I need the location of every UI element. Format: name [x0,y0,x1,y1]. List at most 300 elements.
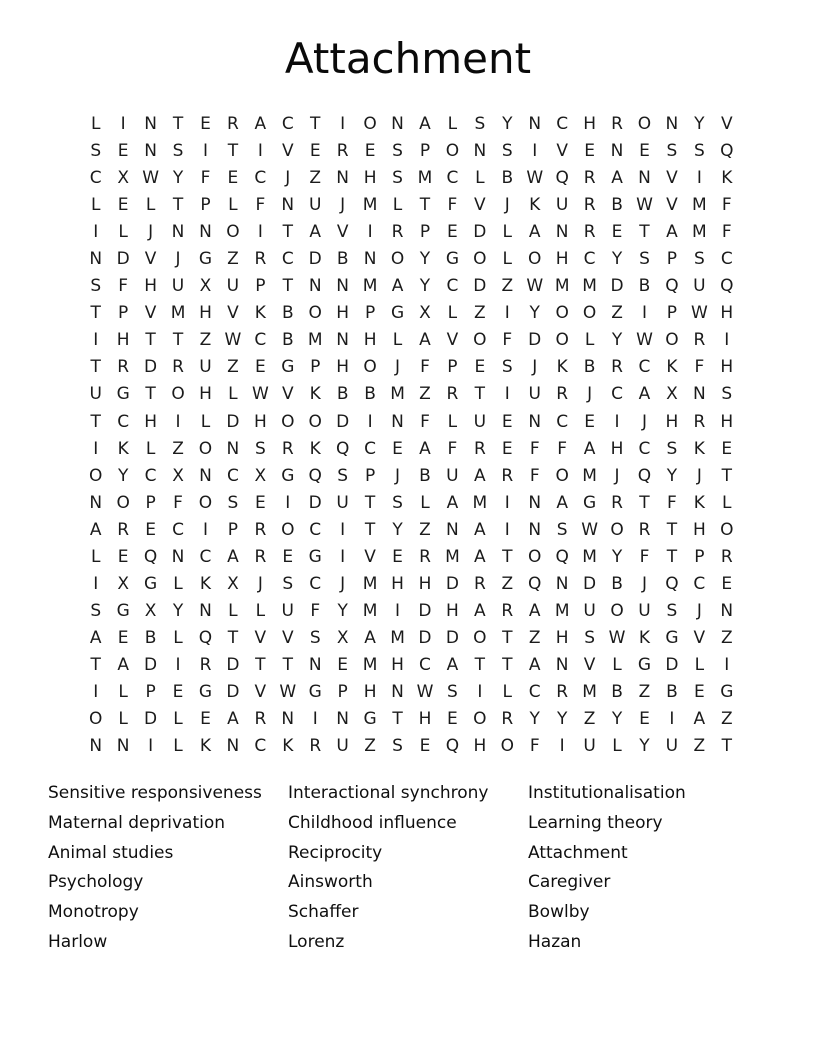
grid-cell: Z [501,573,514,594]
grid-cell: L [475,168,485,189]
grid-cell: U [446,465,459,486]
grid-cell: O [500,736,514,757]
grid-cell: B [336,384,349,405]
grid-cell: O [582,303,597,324]
grid-cell: R [254,249,267,270]
grid-cell: N [528,411,542,432]
grid-cell: N [665,114,679,135]
grid-cell: G [363,709,377,730]
grid-cell: T [364,519,376,540]
grid-cell: O [473,627,487,648]
grid-cell: J [175,249,181,270]
grid-cell: S [693,249,705,270]
grid-cell: G [637,654,652,675]
grid-cell: Y [117,465,129,486]
grid-cell: E [501,411,513,432]
grid-cell: R [391,222,404,243]
grid-cell: K [117,438,129,459]
grid-cell: X [144,600,157,621]
grid-cell: I [340,114,346,135]
grid-cell: V [281,627,294,648]
grid-cell: Q [445,736,460,757]
grid-cell: K [721,168,733,189]
grid-cell: Z [611,303,623,324]
grid-cell: D [665,654,679,675]
grid-cell: J [532,357,538,378]
grid-cell: H [720,357,734,378]
grid-cell: N [638,168,651,189]
grid-cell: D [473,276,487,297]
grid-cell: H [391,573,404,594]
grid-cell: D [445,627,459,648]
grid-cell: N [336,276,350,297]
grid-cell: N [308,276,322,297]
grid-cell: T [255,654,266,675]
grid-cell: U [583,736,596,757]
grid-cell: H [473,736,487,757]
grid-cell: I [559,736,565,757]
grid-cell: N [89,249,103,270]
grid-cell: T [364,492,376,513]
grid-cell: P [200,195,211,216]
grid-cell: R [254,546,267,567]
grid-cell: N [336,168,350,189]
grid-cell: M [582,276,597,297]
grid-cell: P [419,222,431,243]
grid-cell: N [610,141,624,162]
grid-cell: J [696,600,702,621]
grid-cell: R [227,114,239,135]
grid-cell: N [89,736,103,757]
grid-cell: N [555,222,569,243]
grid-cell: R [693,330,706,351]
grid-cell: C [172,519,184,540]
grid-cell: I [504,519,510,540]
grid-cell: O [637,114,652,135]
grid-cell: T [145,384,156,405]
grid-cell: T [474,384,486,405]
grid-cell: T [502,654,513,675]
grid-cell: M [362,573,378,594]
grid-cell: U [308,195,322,216]
grid-cell: M [554,600,570,621]
grid-cell: I [641,303,647,324]
grid-cell: G [720,682,734,702]
grid-cell: T [282,654,293,675]
grid-cell: W [526,276,544,297]
grid-cell: T [666,519,678,540]
grid-cell: Q [720,276,734,297]
grid-cell: M [417,168,433,189]
grid-cell: A [254,114,267,135]
grid-cell: Z [720,709,733,730]
grid-cell: C [446,276,459,297]
grid-cell: I [257,222,263,243]
grid-cell: A [89,519,102,540]
grid-cell: C [281,249,294,270]
grid-cell: W [279,682,297,702]
grid-cell: E [474,357,486,378]
grid-cell: V [144,249,157,270]
grid-cell: R [556,384,569,405]
grid-cell: O [89,709,103,730]
grid-cell: D [226,654,240,675]
grid-cell: A [117,654,129,675]
grid-cell: L [392,195,403,216]
grid-cell: O [665,330,679,351]
grid-cell: H [363,168,377,189]
grid-cell: D [144,709,158,730]
grid-cell: C [144,465,157,486]
grid-cell: L [90,546,101,567]
grid-cell: N [528,114,542,135]
grid-cell: S [721,384,733,405]
grid-cell: Q [528,573,542,594]
grid-cell: G [308,546,322,567]
grid-cell: M [390,384,405,405]
grid-cell: N [171,546,185,567]
grid-cell: M [445,546,460,567]
grid-cell: U [336,492,349,513]
grid-cell: E [309,141,321,162]
grid-cell: B [144,627,157,648]
grid-cell: Y [172,600,184,621]
grid-cell: R [583,168,596,189]
grid-cell: I [504,492,510,513]
grid-cell: R [446,384,459,405]
grid-cell: V [364,546,376,567]
grid-cell: I [724,654,730,675]
grid-cell: I [175,411,181,432]
grid-cell: G [198,682,213,702]
grid-cell: Q [198,627,213,648]
grid-cell: H [692,519,706,540]
grid-cell: R [501,600,514,621]
grid-cell: S [501,141,513,162]
grid-cell: G [390,303,405,324]
grid-cell: C [583,249,596,270]
grid-cell: B [281,303,294,324]
grid-cell: O [308,303,322,324]
grid-cell: Z [199,330,212,351]
grid-cell: Q [143,546,158,567]
grid-cell: D [610,276,624,297]
grid-cell: E [117,546,129,567]
grid-cell: K [556,357,568,378]
grid-cell: O [473,709,487,730]
grid-cell: I [669,709,675,730]
grid-cell: B [501,168,514,189]
grid-cell: C [611,384,623,405]
grid-cell: Y [639,736,650,757]
grid-cell: N [116,736,130,757]
grid-cell: Y [419,276,431,297]
grid-cell: Y [611,249,623,270]
grid-cell: K [309,384,321,405]
grid-cell: P [337,682,348,702]
grid-cell: A [611,168,623,189]
grid-cell: B [611,682,623,702]
grid-cell: E [200,709,211,730]
grid-cell: B [281,330,294,351]
grid-cell: O [528,249,542,270]
grid-cell: Y [419,249,431,270]
word-list-item: Learning theory [528,812,663,833]
grid-cell: S [90,141,102,162]
word-list-item: Hazan [528,931,582,952]
grid-cell: F [420,411,430,432]
grid-cell: S [282,573,294,594]
grid-cell: L [502,682,513,702]
grid-cell: U [583,600,596,621]
grid-cell: J [641,411,647,432]
grid-cell: W [251,384,269,405]
word-list-item: Maternal deprivation [48,812,226,833]
grid-cell: X [227,573,239,594]
grid-cell: N [391,411,404,432]
grid-cell: D [308,249,322,270]
grid-cell: M [692,222,707,243]
grid-cell: H [363,330,377,351]
grid-cell: L [173,627,183,648]
grid-cell: K [693,438,705,459]
grid-cell: K [693,492,705,513]
grid-cell: D [418,600,432,621]
grid-cell: L [612,654,622,675]
grid-cell: M [307,330,323,351]
grid-cell: L [392,330,403,351]
grid-cell: R [583,222,596,243]
grid-cell: M [582,682,597,702]
grid-cell: Y [611,709,623,730]
grid-cell: Q [665,276,679,297]
grid-cell: K [529,195,541,216]
grid-cell: O [363,357,377,378]
grid-cell: Z [227,357,239,378]
grid-cell: S [474,114,486,135]
grid-cell: K [666,357,678,378]
grid-cell: I [312,709,318,730]
grid-cell: N [555,573,569,594]
grid-cell: Y [529,709,540,730]
grid-cell: K [638,627,651,648]
grid-cell: I [504,303,510,324]
grid-cell: D [226,411,240,432]
grid-cell: Z [720,627,733,648]
grid-cell: T [172,195,184,216]
grid-cell: R [473,438,486,459]
grid-cell: O [308,411,322,432]
grid-cell: V [281,141,294,162]
grid-cell: Q [308,465,322,486]
grid-cell: I [175,654,181,675]
grid-cell: J [340,195,346,216]
grid-cell: S [639,249,650,270]
grid-cell: P [227,519,239,540]
grid-cell: F [694,357,705,378]
grid-cell: I [340,519,346,540]
grid-cell: E [392,546,403,567]
grid-cell: B [583,357,596,378]
grid-cell: N [555,654,569,675]
grid-cell: N [336,709,350,730]
grid-cell: B [611,573,623,594]
grid-cell: A [556,492,568,513]
grid-cell: K [282,736,294,757]
grid-cell: F [557,438,568,459]
grid-cell: E [117,141,129,162]
grid-cell: A [528,222,541,243]
grid-cell: F [529,438,540,459]
grid-cell: Z [638,682,651,702]
grid-cell: E [419,736,431,757]
grid-cell: S [227,492,239,513]
grid-cell: M [582,465,597,486]
grid-cell: I [202,141,208,162]
word-list-column-1 [48,779,288,958]
grid-cell: Y [392,519,403,540]
grid-cell: H [391,654,404,675]
grid-cell: U [281,600,294,621]
grid-cell: J [340,573,346,594]
grid-cell: L [145,195,156,216]
grid-cell: D [336,411,350,432]
grid-cell: G [144,573,158,594]
grid-cell: X [666,384,678,405]
grid-cell: Y [611,546,623,567]
grid-cell: F [529,736,540,757]
word-list-column-2 [288,779,528,958]
word-list-item: Institutionalisation [528,783,686,803]
grid-cell: T [90,303,101,324]
grid-cell: T [172,330,184,351]
grid-cell: L [228,195,238,216]
grid-cell: D [528,330,542,351]
grid-cell: K [199,736,212,757]
grid-cell: O [555,465,569,486]
grid-cell: C [89,168,102,189]
grid-cell: F [447,195,458,216]
grid-cell: N [144,114,157,135]
grid-cell: M [582,546,597,567]
grid-cell: L [228,600,238,621]
grid-cell: C [254,736,267,757]
grid-cell: R [254,519,267,540]
grid-cell: T [227,141,239,162]
grid-cell: K [199,573,212,594]
grid-cell: O [390,249,405,270]
grid-cell: T [227,627,239,648]
grid-cell: H [144,276,157,297]
grid-cell: S [254,438,266,459]
grid-cell: A [583,438,596,459]
grid-cell: U [336,736,349,757]
grid-cell: S [501,357,513,378]
grid-cell: W [526,168,544,189]
grid-cell: S [392,168,403,189]
grid-cell: C [364,438,377,459]
grid-cell: T [502,627,513,648]
grid-cell: O [473,330,487,351]
grid-cell: O [281,519,295,540]
grid-cell: P [364,303,376,324]
grid-cell: F [420,357,430,378]
grid-cell: L [447,303,458,324]
grid-cell: J [696,465,702,486]
word-list-item: Ainsworth [288,872,373,893]
grid-cell: V [474,195,486,216]
grid-cell: E [145,519,156,540]
grid-cell: U [528,384,541,405]
grid-cell: S [666,141,678,162]
grid-cell: C [309,573,322,594]
grid-cell: S [584,627,595,648]
grid-cell: V [666,195,678,216]
word-list-item: Lorenz [288,931,345,952]
grid-cell: R [473,573,486,594]
grid-cell: L [447,411,458,432]
grid-cell: T [392,709,403,730]
grid-cell: W [416,682,434,702]
grid-cell: Y [666,465,678,486]
grid-cell: P [118,303,129,324]
grid-cell: E [337,654,349,675]
grid-cell: I [93,573,99,594]
grid-cell: L [228,384,238,405]
grid-cell: O [610,519,624,540]
grid-cell: H [363,682,377,702]
grid-cell: C [446,168,459,189]
grid-cell: A [474,465,486,486]
grid-cell: N [199,222,212,243]
grid-cell: P [419,141,431,162]
grid-cell: R [254,709,267,730]
grid-cell: V [254,682,267,702]
grid-cell: F [502,330,513,351]
grid-cell: N [473,141,487,162]
grid-cell: E [117,195,129,216]
grid-cell: J [395,357,401,378]
grid-cell: H [253,411,267,432]
grid-cell: C [199,546,212,567]
grid-cell: T [721,465,732,486]
grid-cell: Y [502,114,513,135]
grid-cell: T [282,276,293,297]
grid-cell: I [148,736,154,757]
grid-cell: B [336,249,349,270]
grid-cell: D [116,249,130,270]
grid-cell: B [611,195,623,216]
grid-cell: F [200,168,211,189]
grid-cell: O [445,141,460,162]
grid-cell: C [528,682,541,702]
grid-cell: R [419,546,431,567]
word-list [48,779,788,958]
grid-cell: F [721,222,732,243]
grid-cell: P [255,276,266,297]
grid-cell: H [665,411,679,432]
grid-cell: I [93,222,99,243]
grid-cell: M [554,276,570,297]
grid-cell: N [363,249,377,270]
grid-cell: I [367,222,373,243]
grid-cell: U [473,411,487,432]
grid-cell: R [309,736,322,757]
grid-cell: W [636,330,653,351]
grid-cell: N [199,600,212,621]
grid-cell: R [611,114,623,135]
grid-cell: Q [555,546,569,567]
